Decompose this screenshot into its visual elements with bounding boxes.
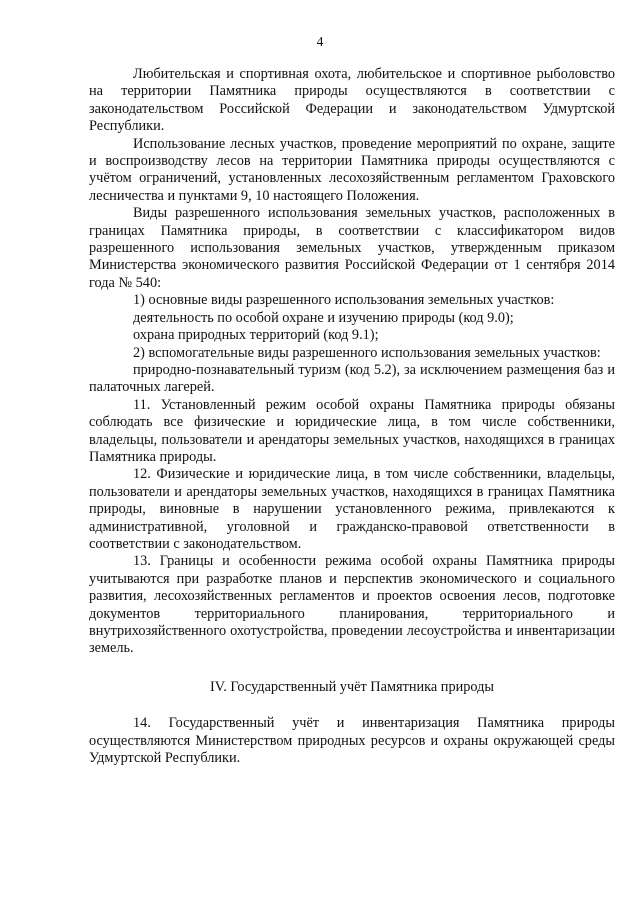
section-heading: IV. Государственный учёт Памятника природы <box>209 678 495 695</box>
list-item-nature-tourism: природно-познавательный туризм (код 5.2), за исключением размещения баз и палаточных лагерей. <box>89 361 615 396</box>
paragraph-forest-use: Использование лесных участков, проведение мероприятий по охране, защите и воспроизводству лесов на территории Памятника природы осуществляются с учётом ограничений, установленных лесохозяйственным регламентом Граховского лесничества и пунктами 9, 10 настоящего Положения. <box>89 135 615 204</box>
list-item-main-land-use: 1) основные виды разрешенного использования земельных участков: <box>133 292 555 309</box>
paragraph-hunting-fishing: Любительская и спортивная охота, любительское и спортивное рыболовство на территории Памятника природы осуществляются в соответствии с законодательством Российской Федерации и законодательством Удмуртской Республики. <box>89 66 615 135</box>
paragraph-12-liability: 12. Физические и юридические лица, в том числе собственники, владельцы, пользователи и арендаторы земельных участков, находящихся в границах Памятника природы, виновные в нарушении установленного режима, привлекаются к административной, уголовной и гражданско-правовой ответственности в соответствии с законодательством. <box>89 466 615 552</box>
paragraph-land-use-types: Виды разрешенного использования земельных участков, расположенных в границах Памятника природы, в соответствии с классификатором видов разрешенного использования земельных участков, утвержденным приказом Министерства экономического развития Российской Федерации от 1 сентября 2014 года № 540: <box>89 205 615 291</box>
paragraph-13-boundaries: 13. Границы и особенности режима особой охраны Памятника природы учитываются при разработке планов и перспектив экономического и социального развития, лесохозяйственных регламентов и проектов освоения лесов, подготовке документов территориального планирования, территориального и внутрихозяйственного охотустройства, проведении лесоустройства и инвентаризации земель. <box>89 553 615 657</box>
list-item-auxiliary-land-use: 2) вспомогательные виды разрешенного использования земельных участков: <box>133 344 601 361</box>
document-body <box>89 66 615 767</box>
page-number: 4 <box>316 34 324 49</box>
list-item-natural-territory-protection: охрана природных территорий (код 9.1); <box>133 327 379 344</box>
paragraph-11-protection-regime: 11. Установленный режим особой охраны Памятника природы обязаны соблюдать все физические и юридические лица, в том числе собственники, владельцы, пользователи и арендаторы земельных участков, находящихся в границах Памятника природы. <box>89 396 615 465</box>
paragraph-14-state-accounting: 14. Государственный учёт и инвентаризация Памятника природы осуществляются Министерством природных ресурсов и охраны окружающей среды Удмуртской Республики. <box>89 715 615 767</box>
list-item-nature-protection-activity: деятельность по особой охране и изучению природы (код 9.0); <box>133 309 514 326</box>
